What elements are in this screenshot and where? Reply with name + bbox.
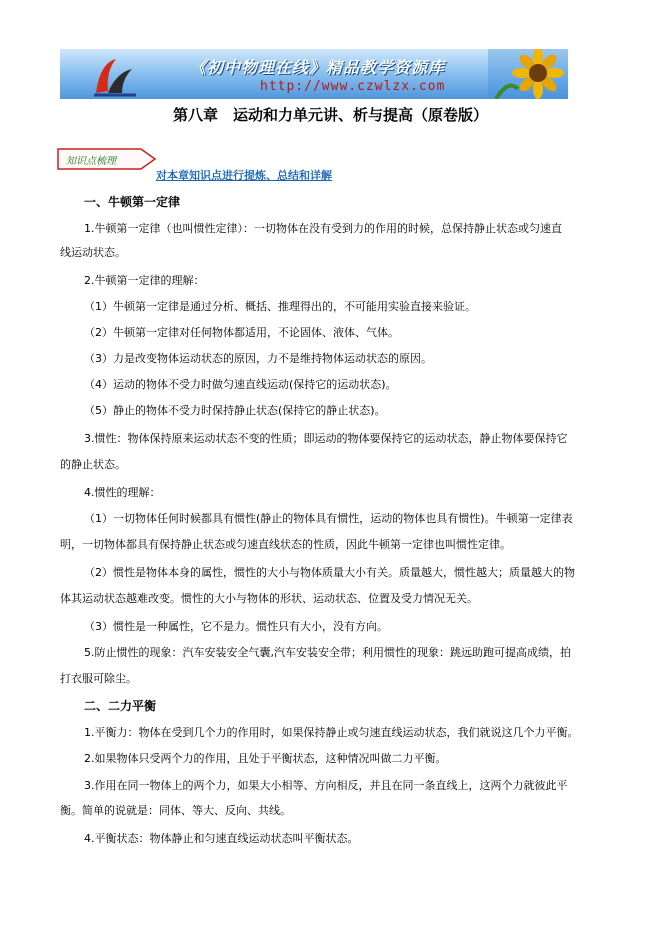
paragraph: 3.作用在同一物体上的两个力，如果大小相等、方向相反，并且在同一条直线上，这两个力就彼此平	[84, 779, 568, 792]
paragraph: 2.牛顿第一定律的理解：	[84, 274, 205, 287]
paragraph: 1.平衡力：物体在受到几个力的作用时，如果保持静止或匀速直线运动状态，我们就说这几个力平衡。	[84, 726, 579, 739]
section-tag	[57, 146, 157, 172]
list-item: （1）一切物体任何时候都具有惯性(静止的物体具有惯性，运动的物体也具有惯性)。牛顿第一定律表	[84, 512, 573, 525]
list-item: （2）惯性是物体本身的属性，惯性的大小与物体质量大小有关。质量越大，惯性越大；质量越大的物	[84, 566, 575, 579]
paragraph: 4.平衡状态：物体静止和匀速直线运动状态叫平衡状态。	[84, 832, 359, 845]
list-item: （3）惯性是一种属性，它不是力。惯性只有大小，没有方向。	[84, 620, 388, 633]
list-item: （2）牛顿第一定律对任何物体都适用，不论固体、液体、气体。	[84, 326, 399, 339]
paragraph: 2.如果物体只受两个力的作用，且处于平衡状态，这种情况叫做二力平衡。	[84, 752, 447, 765]
logo-icon	[90, 53, 140, 97]
paragraph: 打衣服可除尘。	[60, 672, 137, 685]
page-title: 第八章 运动和力单元讲、析与提高（原卷版）	[172, 106, 488, 124]
intro-link[interactable]: 对本章知识点进行提炼、总结和详解	[156, 169, 332, 182]
section-heading-1: 一、牛顿第一定律	[84, 195, 181, 209]
banner-url: http://www.czwlzx.com	[260, 79, 446, 94]
tag-label: 知识点梳理	[66, 156, 116, 167]
list-item: 明，一切物体都具有保持静止状态或匀速直线状态的性质，因此牛顿第一定律也叫惯性定律。	[60, 538, 511, 551]
paragraph: 4.惯性的理解：	[84, 486, 161, 499]
banner-title: 《初中物理在线》精品教学资源库	[190, 58, 446, 77]
list-item: （4）运动的物体不受力时做匀速直线运动(保持它的运动状态)。	[84, 378, 397, 391]
paragraph: 线运动状态。	[60, 246, 126, 259]
header-banner	[60, 49, 568, 99]
list-item: （1）牛顿第一定律是通过分析、概括、推理得出的，不可能用实验直接来验证。	[84, 300, 476, 313]
list-item: 体其运动状态越难改变。惯性的大小与物体的形状、运动状态、位置及受力情况无关。	[60, 592, 478, 605]
paragraph: 的静止状态。	[60, 458, 126, 471]
list-item: （5）静止的物体不受力时保持静止状态(保持它的静止状态)。	[84, 404, 386, 417]
section-heading-2: 二、二力平衡	[84, 699, 157, 713]
paragraph: 1.牛顿第一定律（也叫惯性定律）：一切物体在没有受到力的作用的时候，总保持静止状态或匀速直	[84, 222, 562, 235]
list-item: （3）力是改变物体运动状态的原因，力不是维持物体运动状态的原因。	[84, 352, 432, 365]
paragraph: 5.防止惯性的现象：汽车安装安全气囊,汽车安装安全带；利用惯性的现象：跳远助跑可提高成绩，拍	[84, 646, 571, 659]
sunflower-icon	[488, 49, 568, 99]
paragraph: 衡。简单的说就是：同体、等大、反向、共线。	[60, 804, 291, 817]
paragraph: 3.惯性：物体保持原来运动状态不变的性质；即运动的物体要保持它的运动状态，静止物体要保持它	[84, 432, 568, 445]
